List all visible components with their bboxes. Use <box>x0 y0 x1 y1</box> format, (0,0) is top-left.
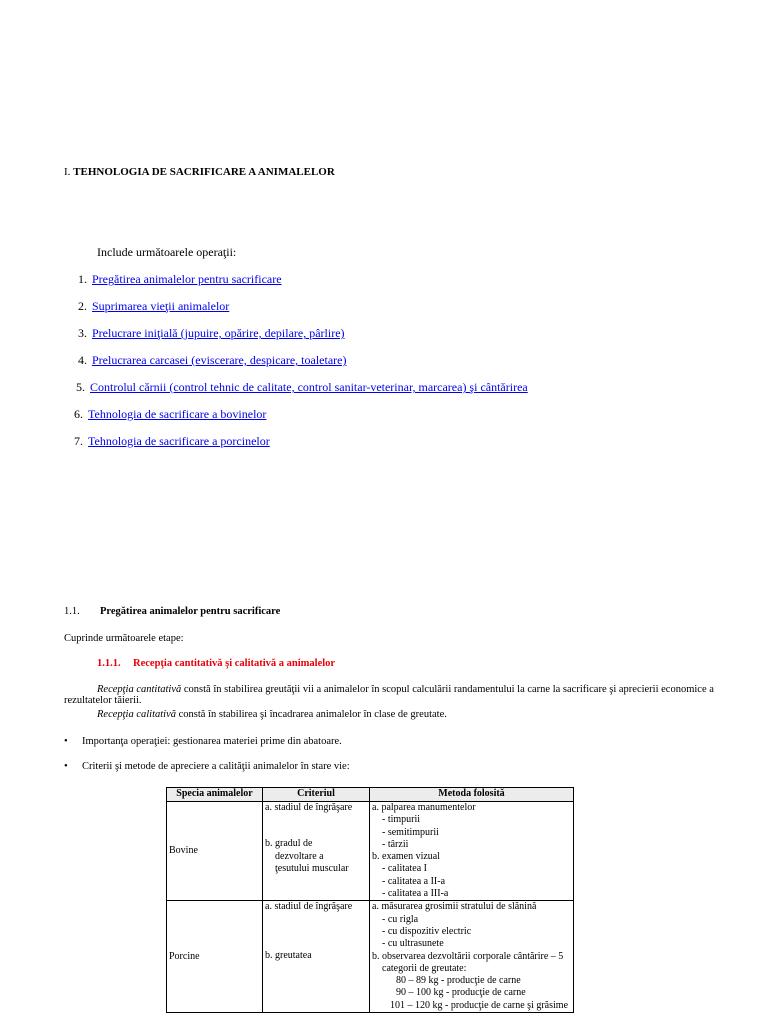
table-row <box>167 901 574 1013</box>
section-intro: Cuprinde următoarele etape: <box>64 633 184 644</box>
subsection-title: Recepţia cantitativă şi calitativă a animalelor <box>133 658 336 669</box>
chapter-number: I. <box>64 166 71 178</box>
table-header: Criteriul <box>263 788 370 802</box>
toc-item: 7. Tehnologia de sacrificare a porcinelor <box>74 434 270 448</box>
toc-link-1[interactable]: Pregătirea animalelor pentru sacrificare <box>92 272 282 286</box>
intro-text: Include următoarele operaţii: <box>97 245 237 259</box>
chapter-title-text: TEHNOLOGIA DE SACRIFICARE A ANIMALELOR <box>73 166 335 178</box>
criteria-table <box>166 787 574 1013</box>
toc-link-4[interactable]: Prelucrarea carcasei (eviscerare, despicare, toaletare) <box>92 353 347 367</box>
toc-item: 4. Prelucrarea carcasei (eviscerare, despicare, toaletare) <box>78 353 347 367</box>
toc-link-3[interactable]: Prelucrare iniţială (jupuire, opărire, depilare, pârlire) <box>92 326 345 340</box>
bullet-item: • Importanţa operaţiei: gestionarea materiei prime din abatoare. <box>64 736 342 747</box>
toc-link-5[interactable]: Controlul cărnii (control tehnic de calitate, control sanitar-veterinar, marcarea) şi cântărirea <box>90 380 528 394</box>
toc-item: 6. Tehnologia de sacrificare a bovinelor <box>74 407 267 421</box>
bullet-icon: • <box>64 736 68 747</box>
term-cantitativa: Recepţia cantitativă <box>97 684 182 695</box>
paragraph-calitativa: Recepţia calitativă constă în stabilirea şi încadrarea animalelor în clase de greutate. <box>97 709 447 720</box>
table-header: Specia animalelor <box>167 788 263 802</box>
table-header: Metoda folosită <box>370 788 574 802</box>
chapter-title <box>64 166 335 178</box>
section-number: 1.1. <box>64 606 80 617</box>
table-header-row <box>167 788 574 802</box>
method-cell: a. palparea manumentelor - timpurii - semitimpurii - târzii b. examen vizual - calitatea I - calitatea a II-a - calitatea a III-a <box>370 802 574 901</box>
term-calitativa: Recepţia calitativă <box>97 709 177 720</box>
toc-link-6[interactable]: Tehnologia de sacrificare a bovinelor <box>88 407 267 421</box>
subsection-number: 1.1.1. <box>97 658 121 669</box>
bullet-icon: • <box>64 761 68 772</box>
bullet-item: • Criterii şi metode de apreciere a calităţii animalelor în stare vie: <box>64 761 350 772</box>
toc-link-2[interactable]: Suprimarea vieţii animalelor <box>92 299 230 313</box>
method-cell: a. măsurarea grosimii stratului de slănină - cu rigla - cu dispozitiv electric - cu ultrasunete b. observarea dezvoltării corporale cântărire – 5 categorii de greutate: 80 – 89 kg - producţie de carne 90 – 100 kg - producţie de carne 101 – 120 kg - producţie de carne şi grăsime <box>370 901 574 1013</box>
paragraph-cantitativa: Recepţia cantitativă constă în stabilirea greutăţii vii a animalelor în scopul calculării randamentului la carne la sacrificare şi aprecierii economice a rezultatelor tăierii. <box>64 684 714 706</box>
toc-item: 2. Suprimarea vieţii animalelor <box>78 299 230 313</box>
criteria-cell: a. stadiul de îngrăşare b. greutatea <box>263 901 370 1013</box>
section-heading <box>64 606 280 617</box>
species-cell: Porcine <box>167 901 263 1013</box>
species-cell: Bovine <box>167 802 263 901</box>
criteria-cell: a. stadiul de îngrăşare b. gradul de dezvoltare a ţesutului muscular <box>263 802 370 901</box>
toc-item: 1. Pregătirea animalelor pentru sacrificare <box>78 272 282 286</box>
toc-item: 3. Prelucrare iniţială (jupuire, opărire, depilare, pârlire) <box>78 326 345 340</box>
toc-link-7[interactable]: Tehnologia de sacrificare a porcinelor <box>88 434 270 448</box>
table-row <box>167 802 574 901</box>
subsection-heading <box>97 658 335 669</box>
section-title: Pregătirea animalelor pentru sacrificare <box>100 606 281 617</box>
toc-item: 5. Controlul cărnii (control tehnic de calitate, control sanitar-veterinar, marcarea) şi cântărirea <box>76 380 528 394</box>
